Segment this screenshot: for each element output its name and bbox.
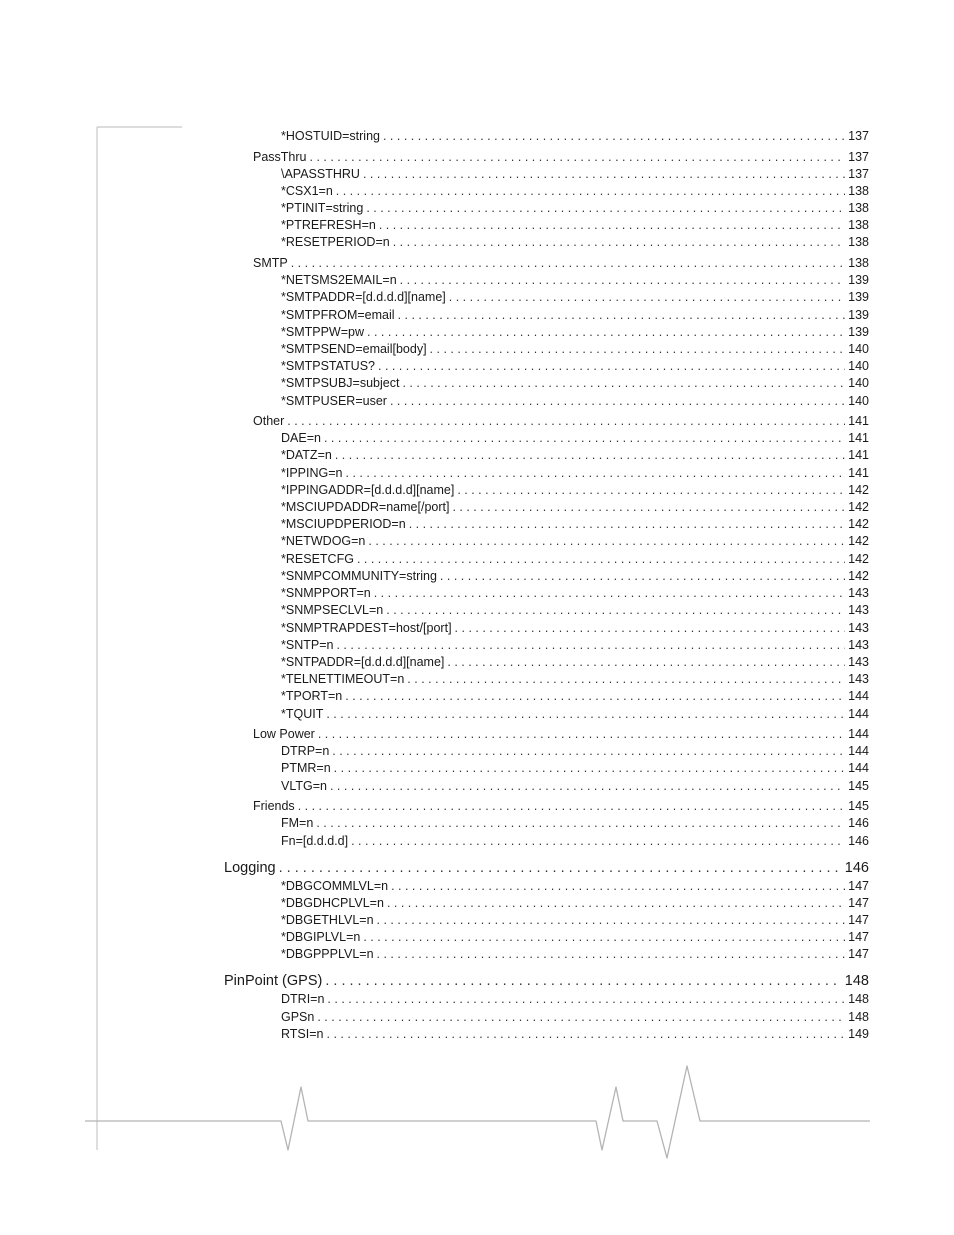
toc-page-number: 138 bbox=[848, 201, 869, 215]
toc-page-number: 143 bbox=[848, 638, 869, 652]
toc-item-entry[interactable] bbox=[281, 448, 869, 466]
toc-subsection-entry[interactable] bbox=[253, 256, 869, 274]
toc-entry-title: \APASSTHRU bbox=[281, 167, 360, 181]
toc-entry-title: RTSI=n bbox=[281, 1027, 324, 1041]
toc-dot-leader bbox=[363, 930, 845, 944]
toc-item-entry[interactable] bbox=[281, 167, 869, 185]
toc-dot-leader bbox=[449, 290, 845, 304]
toc-dot-leader bbox=[368, 534, 845, 548]
toc-dot-leader bbox=[409, 517, 845, 531]
toc-entry-title: *SMTPPW=pw bbox=[281, 325, 365, 339]
toc-dot-leader bbox=[334, 761, 845, 775]
toc-item-entry[interactable] bbox=[281, 184, 869, 202]
toc-dot-leader bbox=[346, 466, 846, 480]
toc-page-number: 142 bbox=[848, 483, 869, 497]
toc-dot-leader bbox=[327, 1027, 846, 1041]
toc-entry-title: *SMTPUSER=user bbox=[281, 394, 387, 408]
toc-entry-title: *SNTPADDR=[d.d.d.d][name] bbox=[281, 655, 445, 669]
toc-item-entry[interactable] bbox=[281, 779, 869, 797]
toc-page-number: 139 bbox=[848, 290, 869, 304]
toc-page-number: 148 bbox=[844, 973, 869, 989]
toc-item-entry[interactable] bbox=[281, 930, 869, 948]
toc-page-number: 143 bbox=[848, 621, 869, 635]
toc-dot-leader bbox=[330, 779, 845, 793]
toc-entry-title: *SNMPSECLVL=n bbox=[281, 603, 384, 617]
toc-entry-title: *IPPING=n bbox=[281, 466, 343, 480]
toc-dot-leader bbox=[390, 394, 845, 408]
toc-section-entry[interactable] bbox=[224, 860, 869, 880]
toc-page-number: 138 bbox=[848, 256, 869, 270]
toc-item-entry[interactable] bbox=[281, 483, 869, 501]
toc-page-number: 142 bbox=[848, 569, 869, 583]
toc-dot-leader bbox=[298, 799, 845, 813]
toc-item-entry[interactable] bbox=[281, 552, 869, 570]
toc-dot-leader bbox=[447, 655, 845, 669]
toc-entry-title: GPSn bbox=[281, 1010, 315, 1024]
toc-entry-title: Low Power bbox=[253, 727, 315, 741]
toc-item-entry[interactable] bbox=[281, 500, 869, 518]
toc-subsection-entry[interactable] bbox=[253, 414, 869, 432]
toc-entry-title: *NETSMS2EMAIL=n bbox=[281, 273, 397, 287]
toc-entry-title: *MSCIUPDADDR=name[/port] bbox=[281, 500, 450, 514]
toc-page-number: 144 bbox=[848, 744, 869, 758]
toc-entry-title: Logging bbox=[224, 860, 276, 876]
toc-dot-leader bbox=[383, 129, 845, 143]
toc-entry-title: *SMTPSEND=email[body] bbox=[281, 342, 427, 356]
toc-dot-leader bbox=[345, 689, 845, 703]
toc-page-number: 140 bbox=[848, 359, 869, 373]
toc-entry-title: *SNMPPORT=n bbox=[281, 586, 371, 600]
toc-entry-title: *TQUIT bbox=[281, 707, 324, 721]
toc-entry-title: *CSX1=n bbox=[281, 184, 333, 198]
toc-entry-title: *NETWDOG=n bbox=[281, 534, 366, 548]
toc-subsection-entry[interactable] bbox=[253, 150, 869, 168]
toc-item-entry[interactable] bbox=[281, 744, 869, 762]
toc-item-entry[interactable] bbox=[281, 273, 869, 291]
toc-dot-leader bbox=[367, 325, 845, 339]
toc-page-number: 146 bbox=[848, 816, 869, 830]
toc-entry-title: *SMTPSUBJ=subject bbox=[281, 376, 400, 390]
toc-entry-title: DTRP=n bbox=[281, 744, 330, 758]
toc-entry-title: PassThru bbox=[253, 150, 307, 164]
toc-page-number: 142 bbox=[848, 534, 869, 548]
toc-entry-title: Friends bbox=[253, 799, 295, 813]
toc-page-number: 141 bbox=[848, 414, 869, 428]
toc-page-number: 143 bbox=[848, 655, 869, 669]
toc-page-number: 142 bbox=[848, 552, 869, 566]
toc-dot-leader bbox=[430, 342, 846, 356]
toc-subsection-entry[interactable] bbox=[253, 727, 869, 745]
toc-page-number: 138 bbox=[848, 184, 869, 198]
toc-page-number: 148 bbox=[848, 1010, 869, 1024]
toc-item-entry[interactable] bbox=[281, 761, 869, 779]
toc-page-number: 139 bbox=[848, 325, 869, 339]
toc-page-number: 140 bbox=[848, 376, 869, 390]
toc-item-entry[interactable] bbox=[281, 517, 869, 535]
toc-dot-leader bbox=[310, 150, 846, 164]
toc-item-entry[interactable] bbox=[281, 896, 869, 914]
toc-entry-title: *DBGCOMMLVL=n bbox=[281, 879, 389, 893]
toc-item-entry[interactable] bbox=[281, 1010, 869, 1028]
toc-dot-leader bbox=[377, 947, 846, 961]
toc-entry-title: *DATZ=n bbox=[281, 448, 332, 462]
toc-item-entry[interactable] bbox=[281, 992, 869, 1010]
toc-page-number: 149 bbox=[848, 1027, 869, 1041]
toc-dot-leader bbox=[455, 621, 846, 635]
toc-page-number: 144 bbox=[848, 761, 869, 775]
toc-entry-title: *SMTPFROM=email bbox=[281, 308, 395, 322]
toc-dot-leader bbox=[327, 992, 845, 1006]
toc-page-number: 147 bbox=[848, 879, 869, 893]
toc-entry-title: SMTP bbox=[253, 256, 288, 270]
toc-dot-leader bbox=[332, 744, 845, 758]
toc-item-entry[interactable] bbox=[281, 569, 869, 587]
toc-item-entry[interactable] bbox=[281, 707, 869, 725]
toc-page-number: 143 bbox=[848, 586, 869, 600]
toc-item-entry[interactable] bbox=[281, 816, 869, 834]
toc-entry-title: PTMR=n bbox=[281, 761, 331, 775]
toc-dot-leader bbox=[336, 184, 845, 198]
toc-dot-leader bbox=[366, 201, 845, 215]
toc-page-number: 144 bbox=[848, 727, 869, 741]
toc-page-number: 147 bbox=[848, 896, 869, 910]
toc-item-entry[interactable] bbox=[281, 947, 869, 965]
toc-entry-title: Fn=[d.d.d.d] bbox=[281, 834, 349, 848]
toc-entry-title: *PTINIT=string bbox=[281, 201, 364, 215]
toc-page-number: 146 bbox=[844, 860, 869, 876]
toc-item-entry[interactable] bbox=[281, 290, 869, 308]
toc-dot-leader bbox=[391, 879, 845, 893]
toc-item-entry[interactable] bbox=[281, 603, 869, 621]
toc-entry-title: FM=n bbox=[281, 816, 314, 830]
toc-entry-title: *IPPINGADDR=[d.d.d.d][name] bbox=[281, 483, 455, 497]
toc-subsection-entry[interactable] bbox=[253, 799, 869, 817]
toc-item-entry[interactable] bbox=[281, 376, 869, 394]
toc-page-number: 142 bbox=[848, 517, 869, 531]
toc-dot-leader bbox=[398, 308, 846, 322]
toc-page-number: 145 bbox=[848, 779, 869, 793]
toc-entry-title: *SMTPADDR=[d.d.d.d][name] bbox=[281, 290, 446, 304]
toc-item-entry[interactable] bbox=[281, 359, 869, 377]
toc-item-entry[interactable] bbox=[281, 689, 869, 707]
toc-dot-leader bbox=[363, 167, 845, 181]
toc-dot-leader bbox=[316, 816, 845, 830]
toc-dot-leader bbox=[287, 414, 845, 428]
toc-item-entry[interactable] bbox=[281, 218, 869, 236]
toc-entry-title: *DBGIPLVL=n bbox=[281, 930, 361, 944]
toc-page-number: 146 bbox=[848, 834, 869, 848]
toc-dot-leader bbox=[326, 707, 845, 721]
toc-item-entry[interactable] bbox=[281, 235, 869, 253]
toc-page-number: 137 bbox=[848, 129, 869, 143]
toc-page-number: 139 bbox=[848, 308, 869, 322]
toc-dot-leader bbox=[351, 834, 845, 848]
toc-page-number: 138 bbox=[848, 235, 869, 249]
toc-page-number: 148 bbox=[848, 992, 869, 1006]
toc-dot-leader bbox=[325, 973, 841, 989]
toc-page-number: 147 bbox=[848, 913, 869, 927]
toc-item-entry[interactable] bbox=[281, 466, 869, 484]
toc-item-entry[interactable] bbox=[281, 325, 869, 343]
toc-item-entry[interactable] bbox=[281, 308, 869, 326]
toc-entry-title: PinPoint (GPS) bbox=[224, 973, 323, 989]
toc-dot-leader bbox=[402, 376, 845, 390]
toc-page-number: 144 bbox=[848, 707, 869, 721]
toc-item-entry[interactable] bbox=[281, 534, 869, 552]
toc-dot-leader bbox=[336, 638, 845, 652]
toc-entry-title: *SNTP=n bbox=[281, 638, 334, 652]
toc-item-entry[interactable] bbox=[281, 672, 869, 690]
toc-dot-leader bbox=[374, 586, 845, 600]
toc-dot-leader bbox=[357, 552, 845, 566]
toc-dot-leader bbox=[393, 235, 845, 249]
toc-page-number: 140 bbox=[848, 394, 869, 408]
toc-dot-leader bbox=[379, 218, 845, 232]
toc-item-entry[interactable] bbox=[281, 201, 869, 219]
toc-page-number: 143 bbox=[848, 603, 869, 617]
toc-entry-title: *PTREFRESH=n bbox=[281, 218, 376, 232]
toc-dot-leader bbox=[377, 913, 846, 927]
toc-dot-leader bbox=[452, 500, 845, 514]
toc-dot-leader bbox=[457, 483, 845, 497]
toc-page-number: 137 bbox=[848, 150, 869, 164]
toc-item-entry[interactable] bbox=[281, 655, 869, 673]
toc-entry-title: VLTG=n bbox=[281, 779, 327, 793]
toc-dot-leader bbox=[324, 431, 845, 445]
toc-page-number: 144 bbox=[848, 689, 869, 703]
toc-entry-title: *RESETPERIOD=n bbox=[281, 235, 390, 249]
toc-dot-leader bbox=[318, 727, 845, 741]
toc-page-number: 147 bbox=[848, 930, 869, 944]
toc-item-entry[interactable] bbox=[281, 913, 869, 931]
toc-item-entry[interactable] bbox=[281, 394, 869, 412]
toc-page-number: 137 bbox=[848, 167, 869, 181]
toc-dot-leader bbox=[407, 672, 845, 686]
toc-page-number: 139 bbox=[848, 273, 869, 287]
toc-page-number: 145 bbox=[848, 799, 869, 813]
toc-dot-leader bbox=[291, 256, 845, 270]
toc-page-number: 141 bbox=[848, 466, 869, 480]
toc-entry-title: *HOSTUID=string bbox=[281, 129, 380, 143]
toc-item-entry[interactable] bbox=[281, 1027, 869, 1045]
toc-dot-leader bbox=[387, 896, 845, 910]
toc-entry-title: *SNMPTRAPDEST=host/[port] bbox=[281, 621, 452, 635]
toc-item-entry[interactable] bbox=[281, 431, 869, 449]
toc-entry-title: *TPORT=n bbox=[281, 689, 343, 703]
toc-item-entry[interactable] bbox=[281, 638, 869, 656]
toc-entry-title: *SMTPSTATUS? bbox=[281, 359, 375, 373]
toc-entry-title: *TELNETTIMEOUT=n bbox=[281, 672, 405, 686]
toc-page-number: 143 bbox=[848, 672, 869, 686]
toc-page-number: 141 bbox=[848, 431, 869, 445]
toc-entry-title: *DBGPPPLVL=n bbox=[281, 947, 374, 961]
toc-item-entry[interactable] bbox=[281, 342, 869, 360]
toc-entry-title: *DBGDHCPLVL=n bbox=[281, 896, 384, 910]
toc-dot-leader bbox=[335, 448, 845, 462]
toc-page-number: 141 bbox=[848, 448, 869, 462]
toc-item-entry[interactable] bbox=[281, 834, 869, 852]
toc-dot-leader bbox=[400, 273, 845, 287]
toc-item-entry[interactable] bbox=[281, 879, 869, 897]
toc-section-entry[interactable] bbox=[224, 973, 869, 993]
toc-entry-title: DAE=n bbox=[281, 431, 321, 445]
toc-page-number: 142 bbox=[848, 500, 869, 514]
toc-dot-leader bbox=[378, 359, 845, 373]
toc-entry-title: *MSCIUPDPERIOD=n bbox=[281, 517, 406, 531]
toc-entry-title: *SNMPCOMMUNITY=string bbox=[281, 569, 437, 583]
toc-item-entry[interactable] bbox=[281, 621, 869, 639]
toc-item-entry[interactable] bbox=[281, 129, 869, 147]
toc-dot-leader bbox=[317, 1010, 845, 1024]
toc-entry-title: *DBGETHLVL=n bbox=[281, 913, 374, 927]
toc-dot-leader bbox=[279, 860, 842, 876]
toc-dot-leader bbox=[440, 569, 845, 583]
toc-page-number: 140 bbox=[848, 342, 869, 356]
toc-entry-title: Other bbox=[253, 414, 285, 428]
toc-entry-title: DTRI=n bbox=[281, 992, 325, 1006]
toc-entry-title: *RESETCFG bbox=[281, 552, 354, 566]
toc-item-entry[interactable] bbox=[281, 586, 869, 604]
toc-page-number: 147 bbox=[848, 947, 869, 961]
toc-dot-leader bbox=[386, 603, 845, 617]
toc-page-number: 138 bbox=[848, 218, 869, 232]
